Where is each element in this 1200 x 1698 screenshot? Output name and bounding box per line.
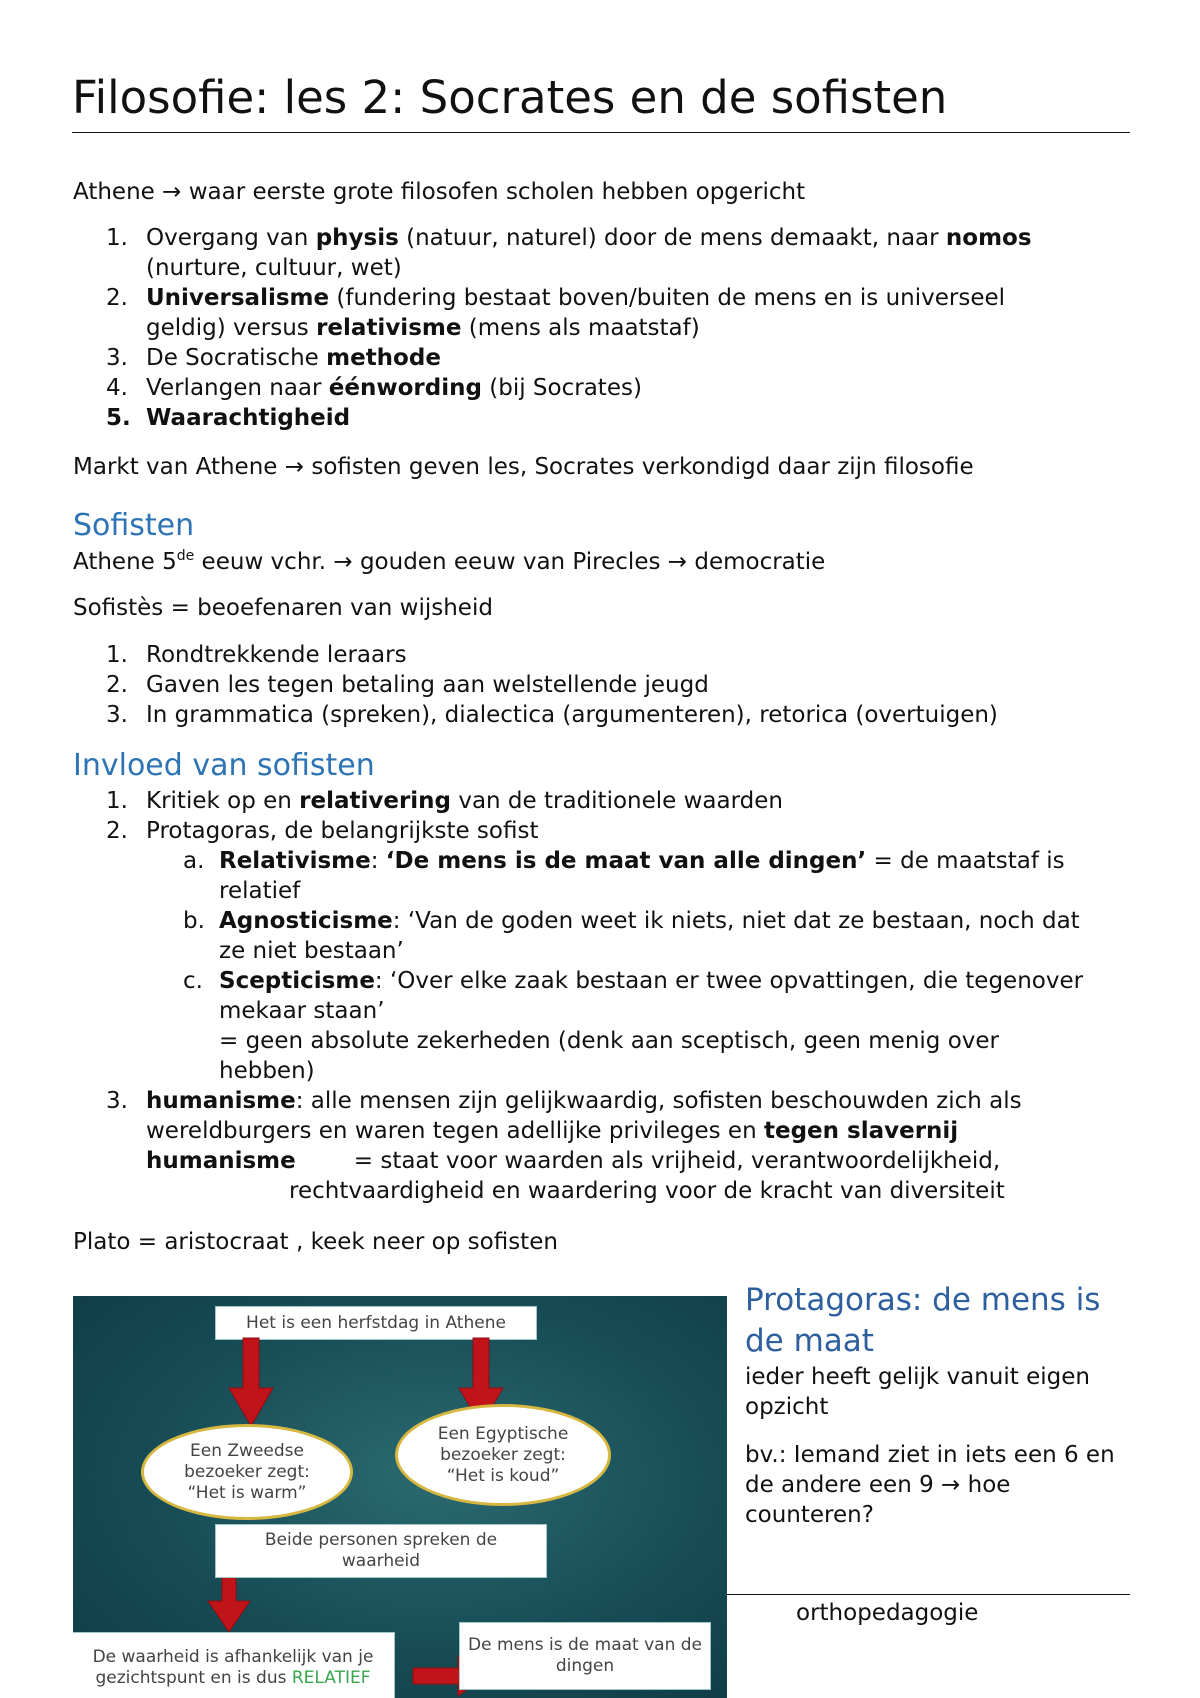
list-item: 2. Protagoras, de belangrijkste sofist bbox=[106, 818, 539, 844]
list-athene bbox=[73, 223, 1133, 433]
protagoras-heading: Protagoras: de mens is de maat bbox=[745, 1282, 1101, 1359]
sub-list-item: b. Agnosticisme: ‘Van de goden weet ik niets, niet dat ze bestaan, noch dat ze niet bestaan’ bbox=[183, 908, 1080, 964]
diagram-middle-box: Beide personen spreken de waarheid bbox=[215, 1524, 547, 1578]
list-item: 2. Universalisme (fundering bestaat boven/buiten de mens en is universeel geldig) versus relativisme (mens als maatstaf) bbox=[106, 285, 1006, 341]
sub-list-item: a. Relativisme: ‘De mens is de maat van alle dingen’ = de maatstaf is relatief bbox=[183, 848, 1065, 904]
bubble-egyptian-visitor: Een Egyptische bezoeker zegt: “Het is koud” bbox=[395, 1404, 611, 1506]
list-sofisten bbox=[73, 640, 1133, 730]
footer-text: orthopedagogie bbox=[796, 1600, 979, 1626]
heading-invloed: Invloed van sofisten bbox=[73, 748, 375, 783]
footer-divider bbox=[727, 1594, 1130, 1595]
protagoras-text-2: bv.: Iemand ziet in iets een 6 en de andere een 9 → hoe counteren? bbox=[745, 1442, 1115, 1528]
diagram-top-box: Het is een herfstdag in Athene bbox=[215, 1306, 537, 1340]
list-item: 1. Rondtrekkende leraars bbox=[106, 642, 407, 668]
markt-line: Markt van Athene → sofisten geven les, Socrates verkondigd daar zijn filosofie bbox=[73, 454, 974, 480]
arrow-down-left bbox=[229, 1338, 273, 1426]
list-item: 4. Verlangen naar éénwording (bij Socrates) bbox=[106, 375, 642, 401]
list-item: 1. Overgang van physis (natuur, naturel) door de mens demaakt, naar nomos (nurture, cultuur, wet) bbox=[106, 225, 1032, 281]
page-title: Filosofie: les 2: Socrates en de sofisten bbox=[72, 72, 1130, 133]
list-item: 1. Kritiek op en relativering van de traditionele waarden bbox=[106, 788, 783, 814]
sofisten-definition: Sofistès = beoefenaren van wijsheid bbox=[73, 595, 493, 621]
list-item: 3. De Socratische methode bbox=[106, 345, 441, 371]
heading-sofisten: Sofisten bbox=[73, 508, 195, 543]
list-item: 2. Gaven les tegen betaling aan welstellende jeugd bbox=[106, 672, 709, 698]
sofisten-era-line: Athene 5de eeuw vchr. → gouden eeuw van Pirecles → democratie bbox=[73, 548, 826, 575]
diagram-relatief-box: De waarheid is afhankelijk van je gezichtspunt en is dus RELATIEF bbox=[73, 1632, 395, 1698]
plato-line: Plato = aristocraat , keek neer op sofisten bbox=[73, 1229, 558, 1255]
bubble-swedish-visitor: Een Zweedse bezoeker zegt: “Het is warm” bbox=[141, 1424, 353, 1520]
diagram-maat-box: De mens is de maat van de dingen bbox=[459, 1622, 711, 1690]
list-item: 3. humanisme: alle mensen zijn gelijkwaardig, sofisten beschouwden zich als wereldburgers en waren tegen adellijke privileges en tegen slavernij humanisme = staat voor waarden als vrijheid, verantwoordelijkheid, rechtvaardigheid en waardering voor de kracht van diversiteit bbox=[106, 1088, 1022, 1204]
list-item: 3. In grammatica (spreken), dialectica (argumenteren), retorica (overtuigen) bbox=[106, 702, 998, 728]
list-invloed bbox=[73, 786, 1133, 1206]
intro-line: Athene → waar eerste grote filosofen scholen hebben opgericht bbox=[73, 179, 806, 205]
list-item: 5. Waarachtigheid bbox=[106, 405, 351, 431]
sub-list-item: c. Scepticisme: ‘Over elke zaak bestaan er twee opvattingen, die tegenover mekaar staan’ = geen absolute zekerheden (denk aan sceptisch, geen menig over hebben) bbox=[183, 968, 1084, 1084]
protagoras-text-1: ieder heeft gelijk vanuit eigen opzicht bbox=[745, 1364, 1090, 1420]
arrow-icon: → bbox=[162, 179, 182, 205]
diagram-image bbox=[73, 1296, 727, 1698]
